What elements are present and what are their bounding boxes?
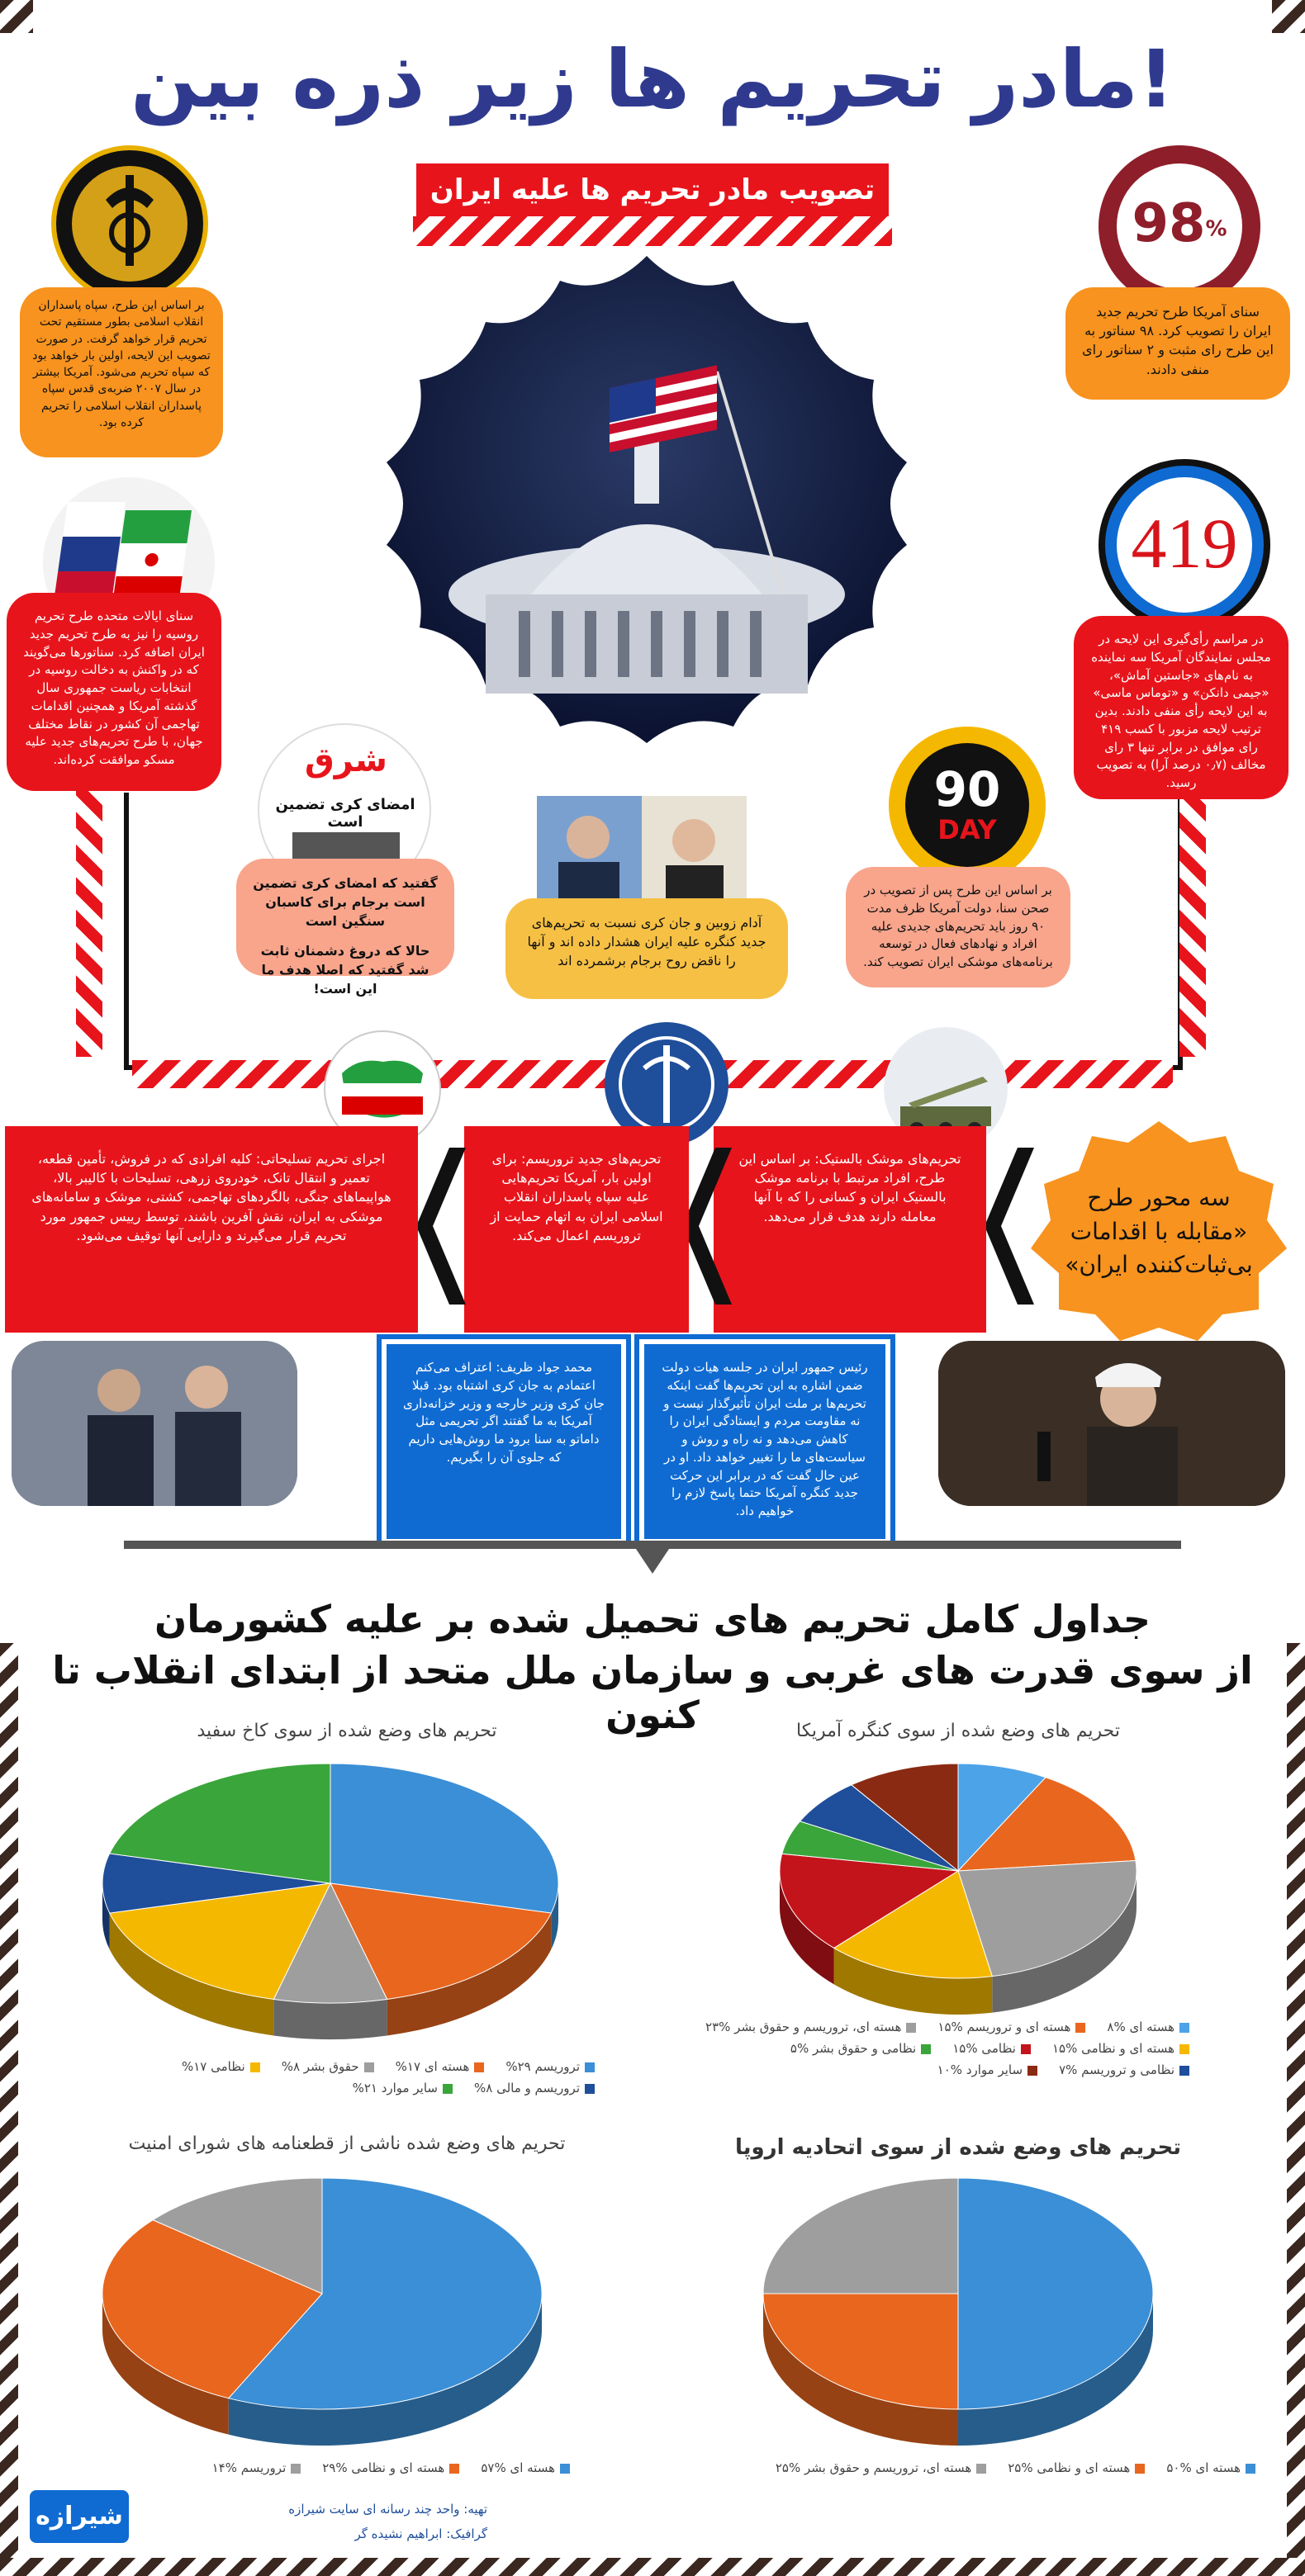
subtitle-stripe — [413, 216, 892, 246]
senate-bubble: سنای آمریکا طرح تحریم جدید ایران را تصویب کرد. ۹۸ سناتور به این طرح رای مثبت و ۲ سناتور رای منفی دادند. — [1065, 287, 1290, 400]
legend-item — [481, 2460, 570, 2475]
iran-map-flag-image — [324, 1030, 441, 1148]
newspaper-name: شرق — [305, 741, 387, 779]
right-border-hatch — [1287, 1643, 1305, 2576]
legend-swatch — [1027, 2066, 1037, 2076]
legend-swatch — [364, 2062, 374, 2072]
missile-bubble — [722, 1134, 978, 1324]
stripe-bar-right — [1179, 793, 1206, 1057]
days-badge — [889, 727, 1046, 883]
chevron-2 — [682, 1148, 735, 1305]
legend-label: نظامی %۱۵ — [952, 2041, 1016, 2056]
legend-label: هسته ای %۵۰ — [1166, 2460, 1241, 2475]
legend-item — [1059, 2062, 1189, 2077]
chart-whitehouse-title: تحریم های وضع شده از سوی کاخ سفید — [197, 1721, 497, 1741]
chart-whitehouse-pie — [91, 1755, 570, 2053]
bottom-border-hatch — [0, 2558, 1305, 2576]
chart-eu-title: تحریم های وضع شده از سوی اتحادیه اروپا — [735, 2135, 1181, 2160]
site-logo[interactable]: شیرازه — [30, 2490, 129, 2543]
legend-swatch — [474, 2062, 484, 2072]
legend-swatch — [1179, 2066, 1189, 2076]
house-bubble: در مراسم رأی‌گیری این لایحه در مجلس نمایندگان آمریکا سه نماینده به نام‌های «جاستین آماش»، «جیمی دانکن» و «توماس ماسی» به این لایحه رأی منفی دادند. بدین ترتیب لایحه مزبور با کسب ۴۱۹ رای موافق در برابر تنها ۳ رای مخالف (۰٫۷ درصد آرا) به تصویب رسید. — [1074, 616, 1288, 799]
kerry-warning-bubble: آدام زوبین و جان کری نسبت به تحریم‌های جدید کنگره علیه ایران هشدار داده اند و آنها را ناقض روح برجام برشمرده اند — [505, 898, 788, 999]
kerry-signature-text2: حالا که دروغ دشمنان ثابت شد گفتید که اصلا هدف ما این است! — [260, 942, 430, 997]
legend-swatch — [585, 2084, 595, 2094]
legend-label: هسته ای و تروریسم %۱۵ — [937, 2020, 1071, 2034]
legend-item — [353, 2081, 453, 2095]
irgc-emblem — [51, 145, 208, 302]
legend-item — [776, 2460, 986, 2475]
legend-label: هسته ای و نظامی %۱۵ — [1051, 2041, 1174, 2056]
irgc-logo-blue — [605, 1022, 728, 1146]
axes-title-badge — [1027, 1116, 1290, 1342]
pie-slice — [763, 2294, 958, 2409]
legend-label: نظامی ۱۷% — [181, 2059, 245, 2074]
votes-badge — [1099, 459, 1270, 631]
chart-unsc-pie — [91, 2170, 553, 2459]
zarif-kerry-photo — [12, 1341, 297, 1506]
missile-text: تحریم‌های موشک بالستیک: بر اساس این طرح، افراد مرتبط با برنامه موشک بالستیک ایران و کسانی را که با آنها معامله دارند هدف قرار می‌دهد. — [738, 1151, 961, 1224]
irgc-bubble: بر اساس این طرح، سپاه پاسداران انقلاب اسلامی بطور مستقیم تحت تحریم قرار خواهد گرفت. در صورت تصویب این لایحه، اولین بار خواهد بود که سپاه تحریم می‌شود. آمریکا بیشتر در سال ۲۰۰۷ ضربه‌ی قدس سپاه پاسداران انقلاب اسلامی را تحریم کرده بود. — [20, 287, 223, 457]
legend-label: هسته ای، تروریسم و حقوق بشر %۲۵ — [775, 2460, 972, 2475]
legend-label: تروریسم و مالی ۸% — [473, 2081, 580, 2095]
legend-label: سایر موارد %۱۰ — [937, 2062, 1023, 2077]
legend-label: نظامی و تروریسم %۷ — [1059, 2062, 1174, 2077]
chart-congress-pie — [768, 1755, 1148, 2028]
left-border-hatch — [0, 1643, 18, 2576]
percent-sign: % — [1205, 216, 1227, 242]
legend-swatch — [560, 2464, 570, 2474]
legend-swatch — [449, 2464, 459, 2474]
days-word: DAY — [937, 814, 997, 845]
legend-label: تروریسم ۲۹% — [505, 2059, 580, 2074]
legend-swatch — [1179, 2023, 1189, 2033]
legend-swatch — [443, 2084, 453, 2094]
legend-swatch — [921, 2044, 931, 2054]
legend-item — [1107, 2020, 1189, 2034]
legend-label: هسته ای %۵۷ — [481, 2460, 555, 2475]
legend-item — [212, 2460, 301, 2475]
legend-swatch — [1021, 2044, 1031, 2054]
chevron-1 — [985, 1148, 1037, 1305]
chart-eu-pie — [752, 2170, 1165, 2459]
legend-item — [182, 2059, 260, 2074]
legend-swatch — [291, 2464, 301, 2474]
legend-item — [1052, 2041, 1189, 2056]
kerry-signature-text: گفتید که امضای کری تضمین است برجام برای کاسبان سنگین است — [253, 875, 438, 930]
top-left-corner-hatch — [0, 0, 33, 33]
legend-swatch — [1179, 2044, 1189, 2054]
capitol-image — [362, 248, 932, 751]
legend-swatch — [906, 2023, 916, 2033]
footer-credit-producer: تهیه: واحد چند رسانه ای سایت شیرازه — [288, 2502, 487, 2517]
zarif-bubble: محمد جواد ظریف: اعتراف می‌کنم اعتمادم به جان کری اشتباه بود. قبلا جان کری وزیر خارجه و وزیر خزانه‌داری آمریکا به ما گفتند اگر تحریمی مثل داماتو به سنا برود ما روش‌هایی داریم که جلوی آن را بگیریم. — [387, 1344, 621, 1539]
legend-item — [705, 2020, 916, 2034]
legend-item — [1008, 2460, 1145, 2475]
section-title-line2: از سوی قدرت های غربی و سازمان ملل متحد از ابتدای انقلاب تا کنون — [52, 1648, 1253, 1737]
percent-badge — [1099, 145, 1260, 307]
legend-label: نظامی و حقوق بشر %۵ — [790, 2041, 917, 2056]
newspaper-headline: امضای کری تضمین است — [275, 796, 415, 831]
legend-item — [322, 2460, 459, 2475]
russia-bubble: سنای ایالات متحده طرح تحریم روسیه را نیز به طرح تحریم جدید ایران اضافه کرد. سناتورها می‌گویند که در واکنش به دخالت روسیه در انتخابات ریاست جمهوری سال گذشته آمریکا و همچنین اقدامات تهاجمی آن کشور در نقاط مختلف جهان، با طرح تحریم‌های جدید علیه مسکو موافقت کرده‌اند. — [7, 593, 221, 791]
legend-swatch — [250, 2062, 260, 2072]
section-divider — [124, 1541, 1181, 1557]
legend-item — [1166, 2460, 1255, 2475]
rouhani-photo — [938, 1341, 1285, 1506]
chart-eu-legend — [743, 2460, 1255, 2475]
pie-slice — [763, 2178, 958, 2294]
legend-label: هسته ای و نظامی %۲۹ — [322, 2460, 445, 2475]
chart-unsc-title: تحریم های وضع شده ناشی از قطعنامه های شورای امنیت — [128, 2133, 566, 2154]
legend-swatch — [1075, 2023, 1085, 2033]
legend-item — [952, 2041, 1031, 2056]
legend-label: هسته ای ۱۷% — [395, 2059, 470, 2074]
days-bubble: بر اساس این طرح پس از تصویب در صحن سنا، دولت آمریکا ظرف مدت ۹۰ روز باید تحریم‌های جدیدی علیه افراد و نهادهای فعال در توسعه برنامه‌های موشکی ایران تصویب کند. — [846, 867, 1070, 987]
legend-label: حقوق بشر ۸% — [281, 2059, 359, 2074]
axes-title-text: سه محور طرح «مقابله با اقدامات بی‌ثبات‌کننده ایران» — [1065, 1184, 1253, 1279]
chart-congress-title: تحریم های وضع شده از سوی کنگره آمریکا — [796, 1721, 1120, 1741]
arms-bubble — [13, 1134, 410, 1324]
days-number: 90 — [933, 761, 1001, 817]
section-title-line1: جداول کامل تحریم های تحمیل شده بر علیه کشورمان — [154, 1597, 1151, 1641]
legend-item — [937, 2062, 1037, 2077]
legend-swatch — [976, 2464, 986, 2474]
legend-label: تروریسم %۱۴ — [211, 2460, 287, 2475]
pie-slice-side — [273, 1999, 387, 2039]
legend-item — [790, 2041, 931, 2056]
votes-number: 419 — [1131, 504, 1238, 583]
terror-text: تحریم‌های جدید تروریسم: برای اولین بار، آمریکا تحریم‌هایی علیه سپاه پاسداران انقلاب اسلامی ایران به اتهام حمایت از تروریسم اعمال می‌کند. — [490, 1151, 663, 1243]
legend-item — [396, 2059, 485, 2074]
legend-swatch — [585, 2062, 595, 2072]
missile-image — [884, 1027, 1008, 1151]
chart-unsc-legend — [157, 2460, 570, 2475]
arms-text: اجرای تحریم تسلیحاتی: کلیه افرادی که در فروش، تأمین قطعه، تعمیر و انتقال تانک، خودروی زرهی، تسلیحات با کالیبر بالا، هواپیماهای جنگی، بالگردهای تهاجمی، کشتی، موشک و سامانه‌های موشکی به ایران، نقش آفرین باشند، توسط رییس جمهور مورد تحریم قرار می‌گیرند و دارایی آنها توقیف می‌شود. — [31, 1151, 392, 1243]
legend-label: هسته ای، تروریسم و حقوق بشر %۲۳ — [705, 2020, 902, 2034]
chevron-3 — [416, 1148, 469, 1305]
chart-whitehouse-legend — [50, 2059, 595, 2095]
legend-swatch — [1135, 2464, 1145, 2474]
page-title: مادر تحریم ها زیر ذره بین! — [130, 33, 1174, 125]
subtitle-banner: تصویب مادر تحریم ها علیه ایران — [416, 163, 889, 216]
rouhani-bubble: رئیس جمهور ایران در جلسه هیات دولت ضمن اشاره به این تحریم‌ها گفت اینکه تحریم‌ها بر ملت ایران تأثیرگذار نیست و نه مقاومت مردم و ایستادگی ایران را کاهش می‌دهد و نه راه و روش و سیاست‌های ما را تغییر خواهد داد. او در عین حال گفت که در برابر این حرکت جدید کنگره آمریکا حتما پاسخ لازم را خواهیم داد. — [644, 1344, 885, 1539]
legend-label: سایر موارد ۲۱% — [352, 2081, 438, 2095]
legend-item — [474, 2081, 595, 2095]
chart-congress-legend — [677, 2020, 1189, 2077]
kerry-signature-bubble — [236, 859, 454, 997]
terror-bubble — [472, 1134, 681, 1324]
legend-label: هسته ای %۸ — [1107, 2020, 1174, 2034]
legend-item — [505, 2059, 595, 2074]
connector-left-v — [124, 793, 129, 1070]
legend-item — [937, 2020, 1085, 2034]
percent-value: 98 — [1132, 193, 1206, 254]
legend-swatch — [1246, 2464, 1255, 2474]
legend-item — [282, 2059, 374, 2074]
stripe-bar-left — [76, 776, 102, 1057]
top-right-corner-hatch — [1272, 0, 1305, 33]
footer-credit-graphics: گرافیک: ابراهیم نشیده گر — [354, 2526, 487, 2541]
legend-label: هسته ای و نظامی %۲۵ — [1008, 2460, 1131, 2475]
